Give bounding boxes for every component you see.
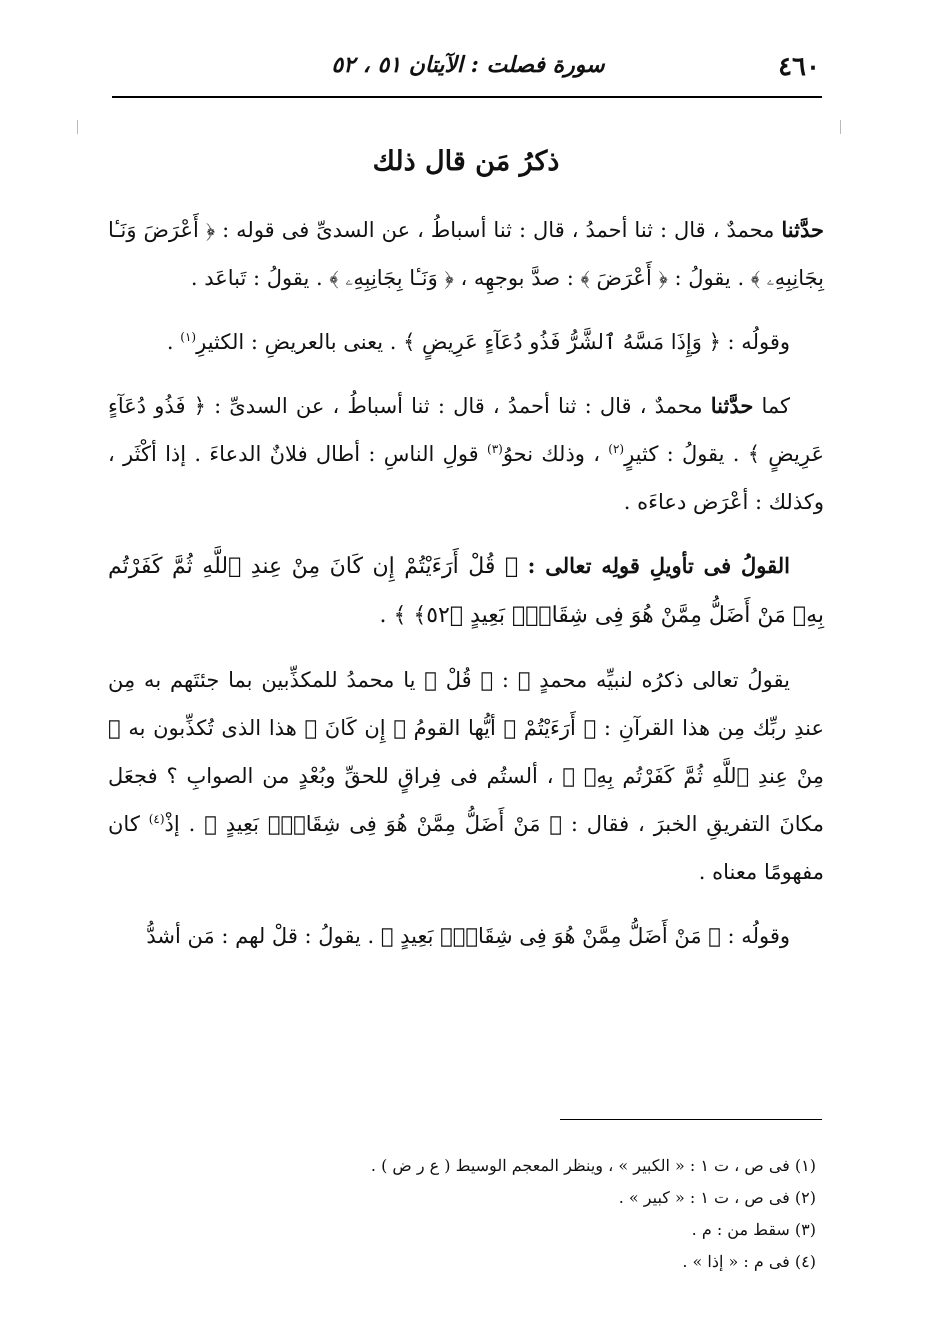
paragraph [108, 912, 824, 960]
paragraph-text: قولِ الناسِ : أطال فلانٌ الدعاءَ . إذا أكْثَر ، وكذلك : أعْرَض دعاءَه . [108, 442, 824, 514]
paragraph [108, 318, 824, 366]
footnote: (١) فى ص ، ت ١ : « الكبير » ، وينظر المعجم الوسيط ( ع ر ض ) . [370, 1156, 816, 1175]
isnad-lead: حدَّثنا [710, 393, 754, 418]
paragraph-text: كان مفهومًا معناه . [108, 812, 824, 884]
verse-text: ﴿ قُلْ أَرَءَيْتُمْ إِن كَانَ مِنْ عِندِ ٱللَّهِ ثُمَّ كَفَرْتُم بِهِۦ مَنْ أَضَلُّ مِمَّنْ هُوَ فِى شِقَاقٍۭ بَعِيدٍ ﴿٥٢﴾ ﴾ . [108, 554, 824, 628]
paragraph-pre: كما [753, 394, 791, 418]
footnote-ref: (٤) [148, 812, 165, 826]
paragraph [108, 206, 824, 302]
footnote-ref: (٣) [487, 442, 503, 456]
margin-tick [840, 120, 841, 134]
paragraph-text: ، وذلك نحوُ [502, 442, 609, 466]
verse-heading: القولُ فى تأويلِ قولِه تعالى : [527, 553, 790, 578]
footnote: (٢) فى ص ، ت ١ : « كبير » . [618, 1188, 816, 1207]
paragraph [108, 382, 824, 526]
paragraph-text: وقولُه : ﴿ مَنْ أَضَلُّ مِمَّنْ هُوَ فِى شِقَاقٍۭ بَعِيدٍ ﴾ . يقولُ : قلْ لهم : مَن أشدُّ [146, 924, 790, 948]
paragraph-text: محمدٌ ، قال : ثنا أحمدُ ، قال : ثنا أسباطُ ، عن السدىِّ فى قوله : ﴿ أَعْرَضَ وَنَـٔا بِجَانِبِهِۦ ﴾ . يقولُ : ﴿ أَعْرَضَ ﴾ : صدَّ بوجهِه ، ﴿ وَنَـٔا بِجَانِبِهِۦ ﴾ . يقولُ : تَباعَد . [108, 218, 824, 290]
section-title: ذكرُ مَن قال ذلك [372, 146, 560, 177]
paragraph-text: يقولُ تعالى ذكرُه لنبيِّه محمدٍ ﷺ : ﴿ قُلْ ﴾ يا محمدُ للمكذِّبين بما جئتَهم به مِن عندِ ربِّك مِن هذا القرآنِ : ﴿ أَرَءَيْتُمْ ﴾ أيُّها القومُ ﴿ إِن كَانَ ﴾ هذا الذى تُكذِّبون به ﴿ مِنْ عِندِ ٱللَّهِ ثُمَّ كَفَرْتُم بِهِۦ ﴾ ، ألستُم فى فِراقٍ للحقِّ وبُعْدٍ من الصوابِ ؟ فجعَل مكانَ التفريقِ الخبرَ ، فقال : ﴿ مَنْ أَضَلُّ مِمَّنْ هُوَ فِى شِقَاقٍۭ بَعِيدٍ ﴾ . إذْ [108, 668, 824, 836]
page-number: ٤٦٠ [778, 52, 820, 82]
header-rule [112, 96, 822, 98]
footnote: (٤) فى م : « إذا » . [682, 1252, 816, 1271]
footnote-ref: (١) [180, 330, 197, 344]
footnote-rule [560, 1119, 822, 1120]
paragraph-text: وقولُه : ﴿ وَإِذَا مَسَّهُ ٱلشَّرُّ فَذُو دُعَآءٍ عَرِيضٍ ﴾ . يعنى بالعريضِ : الكثيرِ [196, 330, 790, 354]
margin-tick [77, 120, 78, 134]
paragraph-end: . [166, 330, 181, 354]
paragraph [108, 656, 824, 896]
running-title: سورة فصلت : الآيتان ٥١ ، ٥٢ [331, 52, 605, 78]
paragraph [108, 542, 824, 640]
page-header [112, 42, 824, 92]
paragraph-text: محمدٌ ، قال : ثنا أحمدُ ، قال : ثنا أسباطُ ، عن السدىِّ : ﴿ فَذُو دُعَآءٍ عَرِيضٍ ﴾ . يقولُ : كثيرٍ [108, 394, 824, 466]
isnad-lead: حدَّثنا [781, 217, 824, 242]
footnotes [112, 1150, 822, 1278]
main-text [108, 132, 824, 976]
footnote: (٣) سقط من : م . [691, 1220, 816, 1239]
footnote-ref: (٢) [608, 442, 625, 456]
